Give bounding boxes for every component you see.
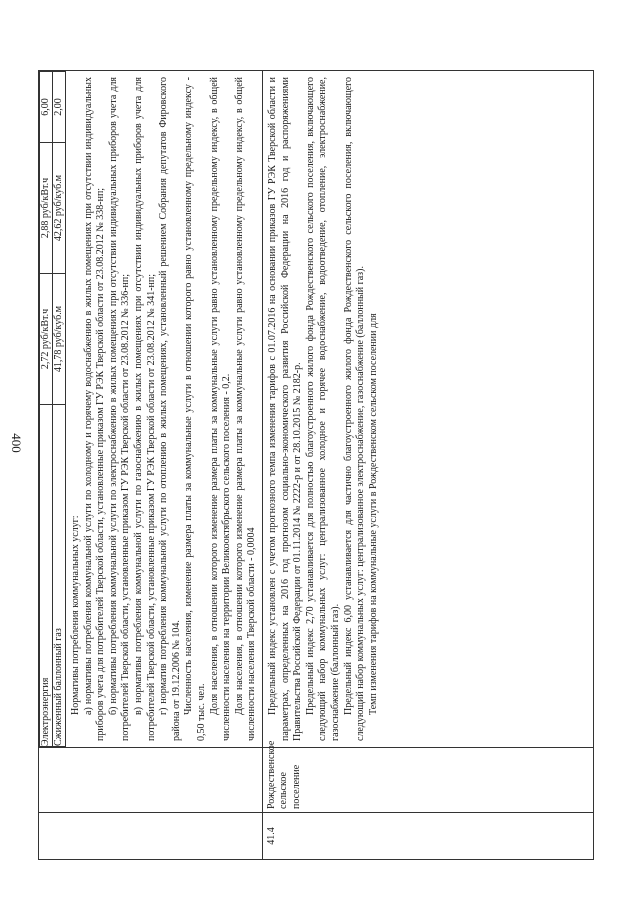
paragraph: в) нормативы потребления коммунальной услуги по газоснабжению в жилых помещениях при отсутствии индивидуальных приборов учета для потребителей Тверской области, установленные приказом ГУ РЭК Тверской области от 23.08.2012 № 341-нп;	[132, 77, 157, 741]
index-text	[263, 71, 380, 747]
cell-content-current	[263, 71, 594, 748]
resource-index: 2,00	[53, 72, 66, 143]
paragraph: Доля населения, в отношении которого изменение размера платы за коммунальные услуги равно установленному предельному индексу, в общей численности населения Тверской области - 0,0004	[233, 77, 258, 741]
resource-index: 6,00	[40, 72, 53, 143]
paragraph: Численность населения, изменение размера платы за коммунальные услуги в отношении которого равно установленному предельному индексу - 0,50 тыс. чел.	[183, 77, 207, 741]
cell-name-empty	[39, 748, 263, 813]
cell-name	[263, 740, 594, 813]
resource-value-2: 42,62 руб/куб.м	[53, 143, 66, 274]
rotated-sheet	[38, 70, 594, 860]
paragraph: Предельный индекс 2,70 устанавливается для полностью благоустроенного жилого фонда Рождественского сельского поселения, включающего следующий набор коммунальных услуг: централизованное холодное и горячее водоснабжение, водоотведение, отопление, электроснабжение, газоснабжение (баллонный газ).	[304, 77, 341, 741]
table-row-previous	[39, 71, 263, 860]
paragraph: Нормативы потребления коммунальных услуг:	[70, 515, 81, 715]
paragraph: г) норматив потребления коммунальной услуги по отоплению в жилых помещениях, установленный решением Собрания депутатов Фировского района от 19.12.2006 № 104.	[158, 77, 182, 741]
resource-row	[40, 72, 53, 747]
paragraph: Предельный индекс установлен с учетом прогнозного темпа изменения тарифов с 01.07.2016 на основании приказов ГУ РЭК Тверской области и параметрах, определенных на 2016 год прогнозом социально-экономического развития Российской Федерации на 2016 год и распоряжениями Правительства Российской Федерации от 01.11.2014 № 2222-р и от 28.10.2015 № 2182-р.	[267, 77, 304, 741]
paragraph: Доля населения, в отношении которого изменение размера платы за коммунальные услуги равно установленному предельному индексу, в общей численности населения на территории Великооктябрьского сельского поселения - 0,2.	[208, 77, 233, 741]
settlement-name: Рождественское сельское поселение	[266, 740, 302, 809]
cell-number-empty	[39, 813, 263, 860]
resource-name: Электроэнергия	[40, 405, 53, 747]
norms-text	[68, 71, 259, 747]
paragraph: б) нормативы потребления коммунальной услуги по электроснабжению в жилых помещениях при отсутствии индивидуальных приборов учета для потребителей Тверской области, установленные приказом ГУ РЭК Тверской области от 23.08.2012 № 336-нп;	[107, 77, 132, 741]
resource-value-1: 41,78 руб/куб.м	[53, 274, 66, 405]
resource-row	[53, 72, 66, 747]
resource-value-1: 2,72 руб/кВт.ч	[40, 274, 53, 405]
cell-number	[263, 813, 594, 860]
row-number: 41.4	[266, 827, 277, 845]
paragraph: Темп изменения тарифов на коммунальные услуги в Рождественском сельском поселении для	[367, 313, 379, 715]
cell-content-previous	[39, 71, 263, 748]
resource-value-2: 2,88 руб/кВт.ч	[40, 143, 53, 274]
table-row-current	[263, 71, 594, 860]
page-number: 400	[9, 433, 24, 453]
resource-table	[39, 71, 66, 747]
main-table	[38, 70, 594, 860]
paragraph: а) нормативы потребления коммунальной услуги по холодному и горячему водоснабжению в жилых помещениях при отсутствии индивидуальных приборов учета для потребителей Тверской области, установленные приказом ГУ РЭК Тверской области от 23.08.2012 № 338-нп;	[82, 77, 107, 741]
paragraph: Предельный индекс 6,00 устанавливается для частично благоустроенного жилого фонда Рождественского сельского поселения, включающего следующий набор коммунальных услуг: централизованное электроснабжение, газоснабжение (баллонный газ).	[342, 77, 367, 741]
resource-name: Сжиженный баллонный газ	[53, 405, 66, 747]
